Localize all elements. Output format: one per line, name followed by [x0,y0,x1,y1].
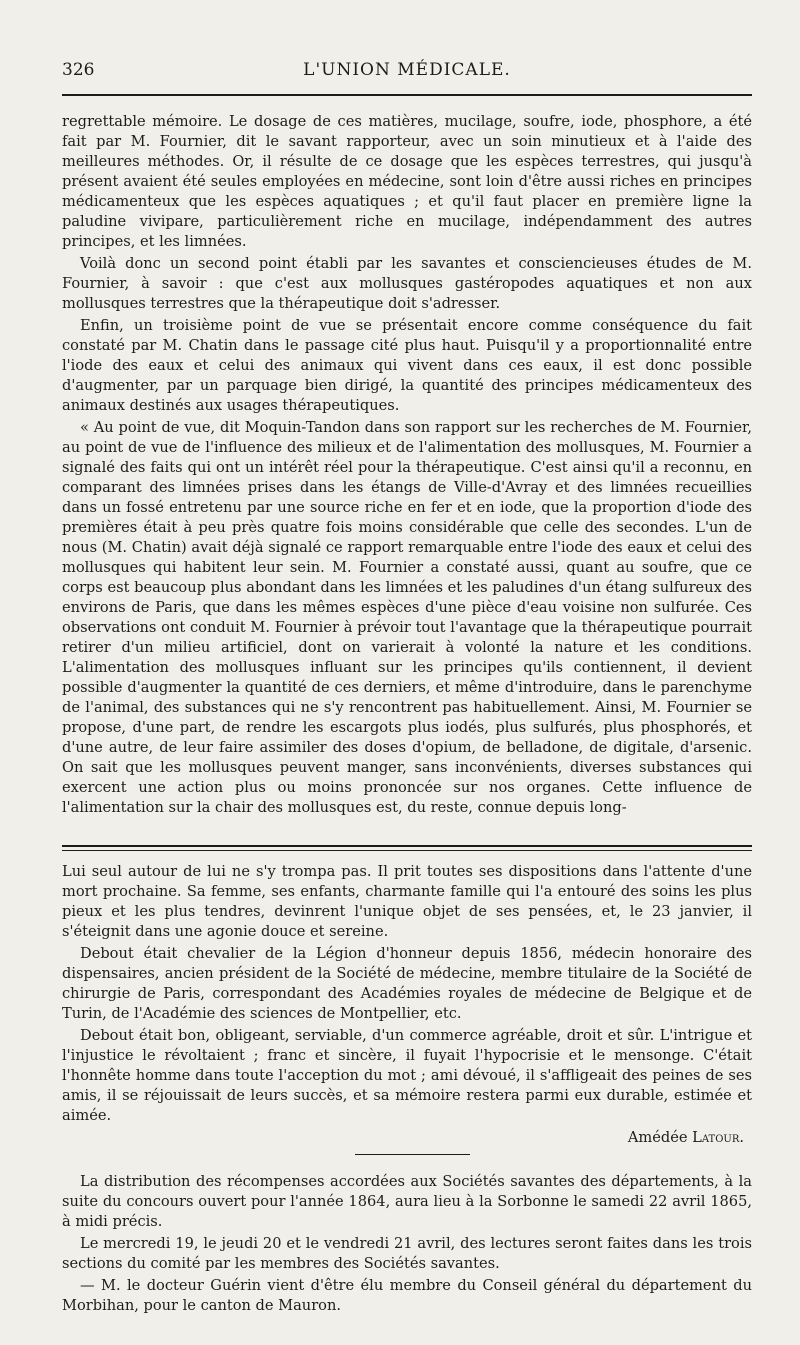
news-paragraph: Le mercredi 19, le jeudi 20 et le vendredi 21 avril, des lectures seront faites dans les trois sections du comité par les membres des Sociétés savantes. [62,1235,752,1272]
section-divider [62,845,752,847]
section-divider-thin [62,850,752,851]
article-paragraph: Voilà donc un second point établi par les savantes et consciencieuses études de M. Fournier, à savoir : que c'est aux mollusques gastéropodes aquatiques et non aux mollusques terrestres que la thérapeutique doit s'adresser. [62,255,752,312]
article-paragraph: « Au point de vue, dit Moquin-Tandon dans son rapport sur les recherches de M. Fournier, au point de vue de l'influence des milieux et de l'alimentation des mollusques, M. Fournier a signalé des faits qui ont un intérêt réel pour la thérapeutique. C'est ainsi qu'il a reconnu, en comparant des limnées prises dans les étangs de Ville-d'Avray et des limnées recueillies dans un fossé entretenu par une source riche en fer et en iode, que la proportion d'iode des premières était à peu près quatre fois moins considérable que celle des secondes. L'un de nous (M. Chatin) avait déjà signalé ce rapport remarquable entre l'iode des eaux et celui des mollusques qui habitent leur sein. M. Fournier a constaté aussi, quant au soufre, que ce corps est beaucoup plus abondant dans les limnées et les paludines d'un étang sulfureux des environs de Paris, que dans les mêmes espèces d'une pièce d'eau voisine non sulfurée. Ces observations ont conduit M. Fournier à prévoir tout l'avantage que la thérapeutique pourrait retirer d'un milieu artificiel, dont on varierait à volonté la nature et les conditions. L'alimentation des mollusques influant sur les principes qu'ils contiennent, il devient possible d'augmenter la quantité de ces derniers, et même d'introduire, dans le parenchyme de l'animal, des substances qui ne s'y rencontrent pas habituellement. Ainsi, M. Fournier se propose, d'une part, de rendre les escargots plus iodés, plus sulfurés, plus phosphorés, et d'une autre, de leur faire assimiler des doses d'opium, de belladone, de digitale, d'arsenic. On sait que les mollusques peuvent manger, sans inconvénients, diverses substances qui exercent une action plus ou moins prononcée sur nos organes. Cette influence de l'alimentation sur la chair des mollusques est, du reste, connue depuis long- [62,419,752,816]
article-paragraph: regrettable mémoire. Le dosage de ces matières, mucilage, soufre, iode, phosphore, a été fait par M. Fournier, dit le savant rapporteur, avec un soin minutieux et à l'aide des meilleures méthodes. Or, il résulte de ce dosage que les espèces terrestres, qui jusqu'à présent avaient été seules employées en médecine, sont loin d'être aussi riches en principes médicamenteux que les espèces aquatiques ; et qu'il faut placer en première ligne la paludine vivipare, particulièrement riche en mucilage, indépendamment des autres principes, et les limnées. [62,113,752,250]
header-rule [62,94,752,96]
news-section [62,1172,752,1318]
short-divider [355,1154,470,1155]
article-continuation [62,112,752,820]
obituary-paragraph: Debout était bon, obligeant, serviable, d'un commerce agréable, droit et sûr. L'intrigue et l'injustice le révoltaient ; franc et sincère, il fuyait l'hypocrisie et le mensonge. C'était l'honnête homme dans toute l'acception du mot ; ami dévoué, il s'affligeait des peines de ses amis, il se réjouissait de leurs succès, et sa mémoire restera parmi eux durable, estimée et aimée. [62,1027,752,1124]
news-paragraph: La distribution des récompenses accordées aux Sociétés savantes des départements, à la suite du concours ouvert pour l'année 1864, aura lieu à la Sorbonne le samedi 22 avril 1865, à midi précis. [62,1173,752,1230]
obituary-paragraph: Debout était chevalier de la Légion d'honneur depuis 1856, médecin honoraire des dispensaires, ancien président de la Société de médecine, membre titulaire de la Société de chirurgie de Paris, correspondant des Académies royales de médecine de Belgique et de Turin, de l'Académie des sciences de Montpellier, etc. [62,945,752,1022]
signature-first-name: Amédée [627,1129,688,1146]
obituary-paragraph: Lui seul autour de lui ne s'y trompa pas. Il prit toutes ses dispositions dans l'attente d'une mort prochaine. Sa femme, ses enfants, charmante famille qui l'a entouré des soins les plus pieux et les plus tendres, devinrent l'unique objet de ses pensées, et, le 23 janvier, il s'éteignit dans une agonie douce et sereine. [62,863,752,940]
author-signature [62,1128,752,1148]
news-paragraph: — M. le docteur Guérin vient d'être élu membre du Conseil général du département du Morbihan, pour le canton de Mauron. [62,1277,752,1314]
signature-last-name: Latour. [692,1129,744,1146]
obituary-section [62,862,752,1150]
page-number: 326 [62,60,95,80]
article-paragraph: Enfin, un troisième point de vue se présentait encore comme conséquence du fait constaté par M. Chatin dans le passage cité plus haut. Puisqu'il y a proportionnalité entre l'iode des eaux et celui des animaux qui vivent dans ces eaux, il est donc possible d'augmenter, par un parquage bien dirigé, la quantité des principes médicamenteux des animaux destinés aux usages thérapeutiques. [62,317,752,414]
journal-title: L'UNION MÉDICALE. [303,60,511,80]
page-header [62,60,752,86]
